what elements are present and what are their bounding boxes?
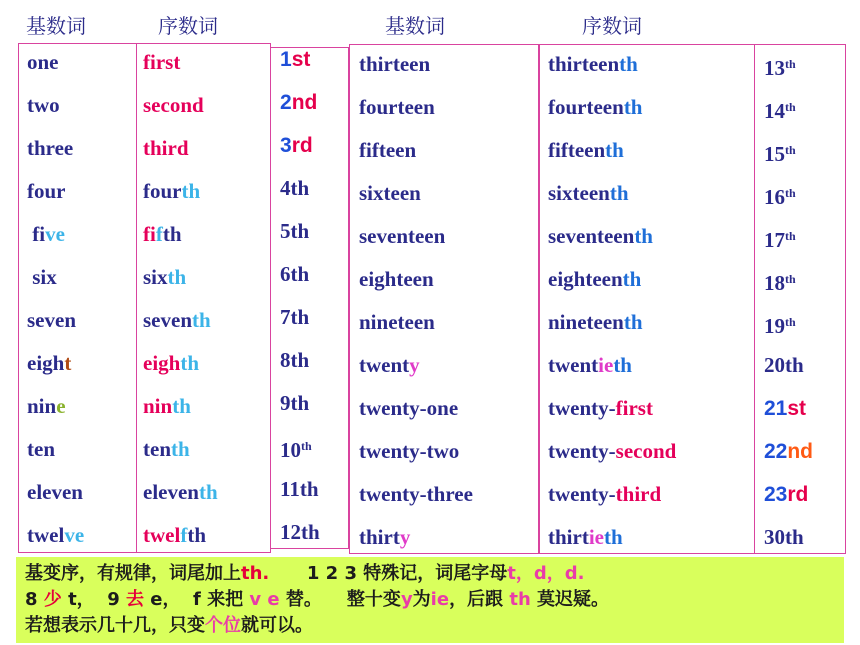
ordinal-list-2	[548, 43, 676, 559]
list-item: 14th	[764, 99, 796, 123]
list-item: 23rd	[764, 483, 809, 506]
list-item: twenty-first	[548, 396, 653, 420]
list-item: 30th	[764, 525, 804, 549]
list-item: ninth	[143, 394, 191, 418]
list-item: thirteenth	[548, 52, 638, 76]
header-cardinal-1: 基数词	[26, 14, 86, 38]
header-ordinal-2: 序数词	[582, 14, 642, 38]
list-item: 15th	[764, 142, 796, 166]
list-item: 16th	[764, 185, 796, 209]
list-item: eleven	[27, 480, 83, 504]
list-item: 6th	[280, 262, 310, 286]
list-item: 9th	[280, 391, 310, 415]
list-item: twenty-two	[359, 439, 460, 463]
list-item: seventh	[143, 308, 211, 332]
list-item: 11th	[280, 477, 319, 501]
list-item: 1st	[280, 48, 311, 71]
list-item: twenty-one	[359, 396, 459, 420]
note-line-1: 基变序，有规律，词尾加上th. 1 2 3 特殊记，词尾字母t，d，d.	[25, 563, 585, 584]
list-item: three	[27, 136, 74, 160]
list-item: fourteen	[359, 95, 435, 119]
list-item: thirtieth	[548, 525, 623, 549]
list-item: seventeen	[359, 224, 446, 248]
list-item: twelfth	[143, 523, 207, 547]
list-item: thirty	[359, 525, 411, 549]
list-item: ten	[27, 437, 55, 461]
list-item: 19th	[764, 314, 796, 338]
list-item: eight	[27, 351, 72, 375]
list-item: fourteenth	[548, 95, 643, 119]
list-item: 12th	[280, 520, 320, 544]
list-item: twenty-third	[548, 482, 662, 506]
list-item: 13th	[764, 56, 796, 80]
list-item: sixth	[143, 265, 187, 289]
list-item: nineteenth	[548, 310, 643, 334]
ordinal-list-1	[143, 41, 218, 557]
list-item: fifteen	[359, 138, 417, 162]
list-item: twenty-second	[548, 439, 677, 463]
list-item: five	[27, 222, 65, 246]
list-item: nine	[27, 394, 66, 418]
list-item: six	[27, 265, 57, 289]
note-line-2: 8 少 t， 9 去 e， f 来把 v e 替。 整十变y为ie，后跟 th 莫迟疑。	[25, 589, 610, 610]
header-cardinal-2: 基数词	[385, 14, 445, 38]
list-item: tenth	[143, 437, 190, 461]
note-line-3: 若想表示几十几，只变个位就可以。	[25, 615, 313, 636]
list-item: sixteen	[359, 181, 421, 205]
list-item: eighteen	[359, 267, 434, 291]
list-item: 21st	[764, 397, 807, 420]
list-item: 3rd	[280, 134, 313, 157]
list-item: 7th	[280, 305, 310, 329]
list-item: seventeenth	[548, 224, 653, 248]
list-item: eighth	[143, 351, 200, 375]
list-item: seven	[27, 308, 76, 332]
list-item: first	[143, 50, 181, 74]
list-item: second	[143, 93, 204, 117]
list-item: fourth	[143, 179, 201, 203]
list-item: one	[27, 50, 59, 74]
list-item: 8th	[280, 348, 310, 372]
list-item: twenty	[359, 353, 420, 377]
list-item: third	[143, 136, 189, 160]
list-item: twelve	[27, 523, 85, 547]
list-item: 17th	[764, 228, 796, 252]
list-item: 20th	[764, 353, 804, 377]
list-item: 10th	[280, 438, 312, 462]
cardinal-list-1	[27, 41, 84, 557]
list-item: 2nd	[280, 91, 318, 114]
list-item: 18th	[764, 271, 796, 295]
header-ordinal-1: 序数词	[158, 14, 218, 38]
rule-note	[16, 557, 844, 643]
list-item: sixteenth	[548, 181, 629, 205]
list-item: eleventh	[143, 480, 218, 504]
list-item: eighteenth	[548, 267, 642, 291]
list-item: thirteen	[359, 52, 431, 76]
list-item: twenty-three	[359, 482, 473, 506]
list-item: fifth	[143, 222, 182, 246]
list-item: twentieth	[548, 353, 632, 377]
list-item: four	[27, 179, 66, 203]
cardinal-list-2	[359, 43, 473, 559]
list-item: 22nd	[764, 440, 814, 463]
list-item: nineteen	[359, 310, 435, 334]
abbr-list-1	[280, 38, 320, 554]
abbr-list-2	[764, 43, 813, 559]
list-item: fifteenth	[548, 138, 624, 162]
list-item: 5th	[280, 219, 310, 243]
list-item: 4th	[280, 176, 310, 200]
list-item: two	[27, 93, 60, 117]
